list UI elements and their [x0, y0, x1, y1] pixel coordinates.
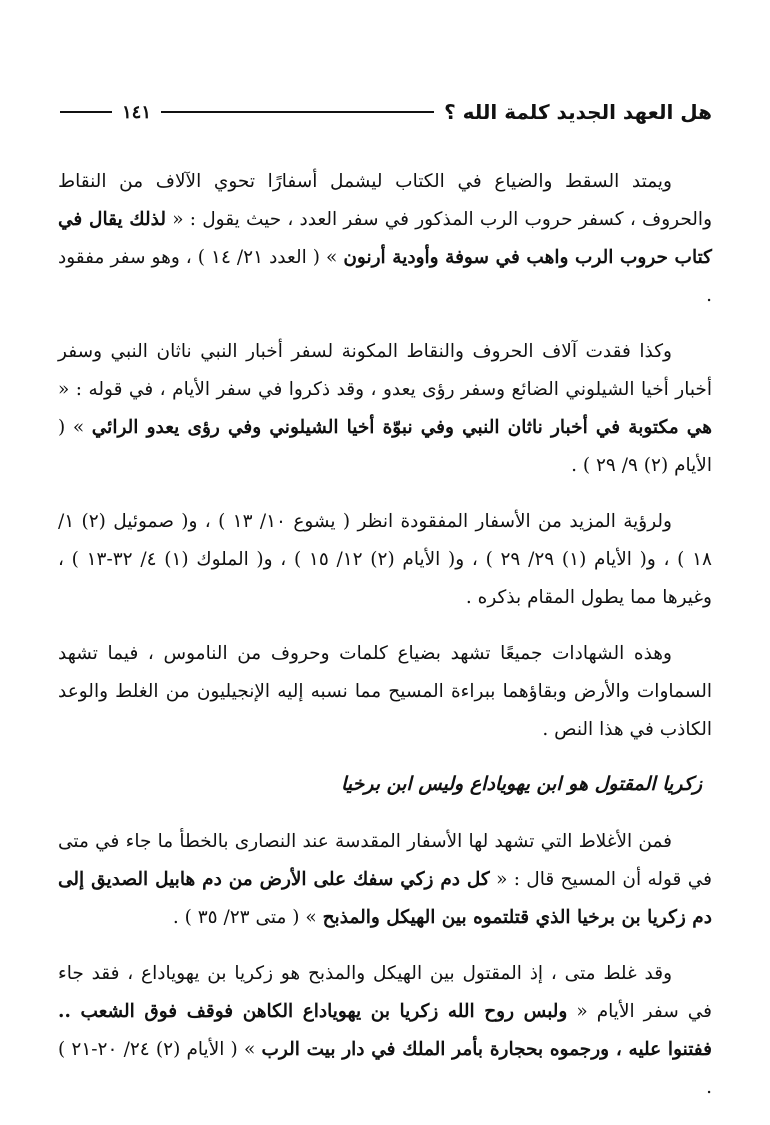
paragraph-lost-books-numbers [58, 163, 712, 315]
text-span: » ( متى ٢٣/ ٣٥ ) . [172, 907, 323, 928]
text-span: فمن الأغلاط التي تشهد لها الأسفار المقدسة عند النصارى بالخطأ ما جاء في متى في قوله أن المسيح قال : « [58, 831, 712, 890]
running-header [60, 92, 712, 132]
quote-bold: كل دم زكي سفك على الأرض من دم هابيل الصديق إلى دم زكريا بن برخيا الذي قتلتموه بين الهيكل والمذبح [58, 869, 712, 928]
paragraph-matthew-error [58, 823, 712, 937]
paragraph-more-lost-books [58, 503, 712, 617]
header-rule [161, 111, 434, 113]
paragraph-testimonies [58, 635, 712, 749]
text-span: ولرؤية المزيد من الأسفار المفقودة انظر ( يشوع ١٠/ ١٣ ) ، و( صموئيل (٢) ١/ ١٨ ) ، و( الأيام (١) ٢٩/ ٢٩ ) ، و( الأيام (٢) ١٢/ ١٥ ) ، و( الملوك (١) ٤/ ٣٢-١٣ ) ، وغيرها مما يطول المقام بذكره . [58, 511, 712, 608]
text-span: » ( العدد ٢١/ ١٤ ) ، وهو سفر مفقود . [58, 247, 712, 306]
text-span: وقد غلط متى ، إذ المقتول بين الهيكل والمذبح هو زكريا بن يهوياداع ، فقد جاء في سفر الأيام « [58, 963, 713, 1022]
page-number: ١٤١ [122, 101, 152, 123]
text-span: » ( الأيام (٢) ٢٤/ ٢٠-٢١ ) . [58, 1039, 712, 1098]
section-heading: زكريا المقتول هو ابن يهوياداع وليس ابن برخيا [341, 773, 702, 795]
paragraph-lost-books-chronicles [58, 333, 712, 485]
text-span: وهذه الشهادات جميعًا تشهد بضياع كلمات وحروف من الناموس ، فيما تشهد السماوات والأرض وبقاؤهما ببراءة المسيح مما نسبه إليه الإنجيليون من الغلط والوعد الكاذب في هذا النص . [58, 643, 712, 740]
text-span: ويمتد السقط والضياع في الكتاب ليشمل أسفارًا تحوي الآلاف من النقاط والحروف ، كسفر حروب الرب المذكور في سفر العدد ، حيث يقول : « [58, 171, 713, 230]
quote-bold: لذلك يقال في كتاب حروب الرب واهب في سوفة وأودية أرنون [58, 209, 712, 268]
quote-bold: ولبس روح الله زكريا بن يهوياداع الكاهن فوقف فوق الشعب .. ففتنوا عليه ، ورجموه بحجارة بأمر الملك في دار بيت الرب [58, 1001, 712, 1060]
header-rule-short [60, 111, 112, 113]
page-body [58, 163, 712, 1125]
text-span: » ( الأيام (٢) ٩/ ٢٩ ) . [58, 417, 712, 476]
quote-bold: هي مكتوبة في أخبار ناثان النبي وفي نبوّة أخيا الشيلوني وفي رؤى يعدو الرائي [91, 417, 712, 438]
running-title: هل العهد الجديد كلمة الله ؟ [444, 100, 712, 124]
text-span: وكذا فقدت آلاف الحروف والنقاط المكونة لسفر أخبار النبي ناثان النبي وسفر أخبار أخيا الشيلوني الضائع وسفر رؤى يعدو ، وقد ذكروا في سفر الأيام ، في قوله : « [58, 341, 712, 400]
paragraph-zechariah [58, 955, 712, 1107]
